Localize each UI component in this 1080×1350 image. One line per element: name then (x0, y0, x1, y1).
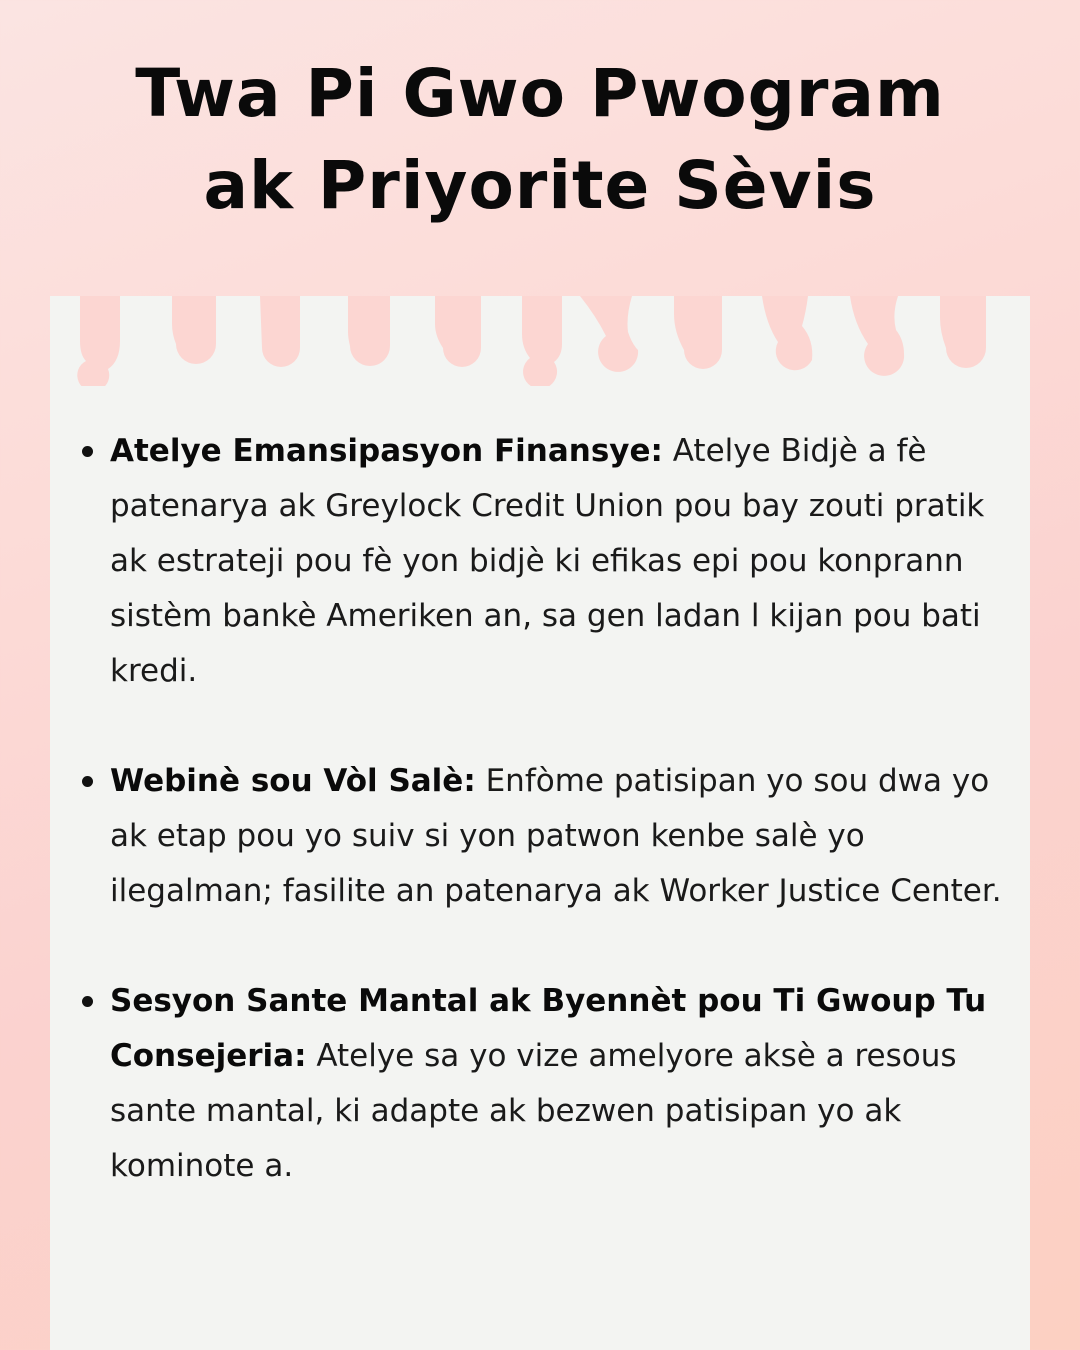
note-paper (50, 296, 1030, 1350)
bullet-icon (82, 776, 93, 787)
drip (260, 296, 300, 367)
program-heading: Atelye Emansipasyon Finansye: (110, 433, 663, 469)
list-item-mental-health-sessions (110, 974, 1030, 1194)
title-line-1: Twa Pi Gwo Pwogram (135, 55, 945, 132)
page-title (0, 48, 1080, 232)
bullet-icon (82, 446, 93, 457)
title-line-2: ak Priyorite Sèvis (203, 147, 877, 224)
list-item-wage-theft-webinar (110, 754, 1030, 919)
program-description: Atelye sa yo vize amelyore aksè a resous sante mantal, ki adapte ak bezwen patisipan yo ak kominote a. (110, 1038, 957, 1184)
program-list (110, 424, 1030, 1249)
drip (674, 296, 722, 369)
drip (77, 296, 120, 386)
list-item-financial-workshop (110, 424, 1030, 699)
paint-drips-decoration (50, 296, 1030, 386)
bullet-icon (82, 996, 93, 1007)
drip (940, 296, 986, 368)
program-heading: Webinè sou Vòl Salè: (110, 763, 476, 799)
drip (348, 296, 390, 366)
drip (435, 296, 481, 367)
program-heading: Sesyon Sante Mantal ak Byennèt pou Ti Gwoup Tu Consejeria: (110, 983, 987, 1074)
drip (522, 296, 562, 386)
program-description: Enfòme patisipan yo sou dwa yo ak etap pou yo suiv si yon patwon kenbe salè yo ilegalman; fasilite an patenarya ak Worker Justice Center. (110, 763, 1002, 909)
drip (172, 296, 216, 364)
drip (580, 296, 638, 372)
program-description: Atelye Bidjè a fè patenarya ak Greylock Credit Union pou bay zouti pratik ak estrateji pou fè yon bidjè ki efikas epi pou konprann sistèm bankè Ameriken an, sa gen ladan l kijan pou bati kredi. (110, 433, 985, 689)
drip (850, 296, 904, 376)
drip (762, 296, 812, 370)
